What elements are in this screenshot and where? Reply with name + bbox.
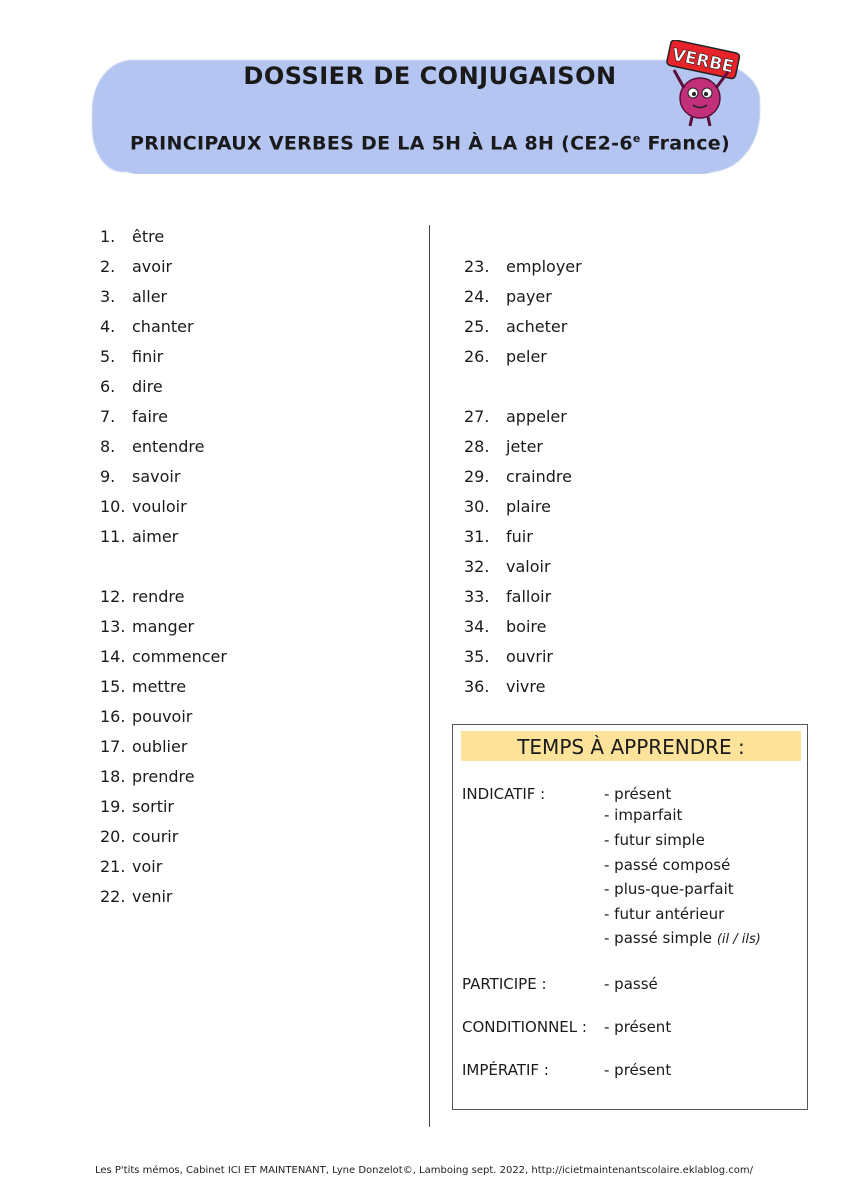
list-item: 8. entendre bbox=[100, 437, 205, 456]
list-item: 24. payer bbox=[464, 287, 552, 306]
page-footer: Les P'tits mémos, Cabinet ICI ET MAINTENANT, Lyne Donzelot©, Lamboing sept. 2022, http://icietmaintenantscolaire.eklablog.com/ bbox=[94, 1165, 754, 1176]
list-item: 14. commencer bbox=[100, 647, 227, 666]
list-item: 17. oublier bbox=[100, 737, 188, 756]
list-item: 10. vouloir bbox=[100, 497, 187, 516]
tense-item: - présent bbox=[604, 1061, 672, 1079]
tense-item: - passé composé bbox=[604, 856, 731, 874]
participe-label: PARTICIPE : bbox=[462, 975, 547, 993]
list-item: 28. jeter bbox=[464, 437, 543, 456]
list-item: 5. finir bbox=[100, 347, 164, 366]
page-subtitle: PRINCIPAUX VERBES DE LA 5H À LA 8H (CE2-6e France) bbox=[130, 132, 730, 155]
list-item: 7. faire bbox=[100, 407, 168, 426]
mascot-label: VERBE bbox=[670, 44, 736, 78]
list-item: 33. falloir bbox=[464, 587, 552, 606]
list-item: 25. acheter bbox=[464, 317, 568, 336]
list-item: 26. peler bbox=[464, 347, 547, 366]
list-item: 31. fuir bbox=[464, 527, 533, 546]
tense-item: - futur simple bbox=[604, 831, 705, 849]
list-item: 36. vivre bbox=[464, 677, 546, 696]
page-title: DOSSIER DE CONJUGAISON bbox=[243, 62, 617, 90]
list-item: 3. aller bbox=[100, 287, 168, 306]
tenses-heading: TEMPS À APPRENDRE : bbox=[461, 731, 801, 761]
list-item: 16. pouvoir bbox=[100, 707, 193, 726]
list-item: 23. employer bbox=[464, 257, 582, 276]
list-item: 18. prendre bbox=[100, 767, 195, 786]
list-item: 35. ouvrir bbox=[464, 647, 553, 666]
list-spacer bbox=[464, 372, 582, 402]
list-item: 19. sortir bbox=[100, 797, 174, 816]
tense-item: - passé bbox=[604, 975, 658, 993]
tense-item: - passé simple (il / ils) bbox=[604, 929, 761, 947]
list-item: 4. chanter bbox=[100, 317, 194, 336]
conditionnel-label: CONDITIONNEL : bbox=[462, 1018, 587, 1036]
list-item: 11. aimer bbox=[100, 527, 179, 546]
tense-item: - présent bbox=[604, 1018, 672, 1036]
verb-list-right bbox=[464, 252, 582, 702]
list-item: 12. rendre bbox=[100, 587, 185, 606]
list-item: 15. mettre bbox=[100, 677, 187, 696]
list-item: 6. dire bbox=[100, 377, 163, 396]
list-item: 27. appeler bbox=[464, 407, 567, 426]
tense-item: - futur antérieur bbox=[604, 905, 725, 923]
tense-item: - plus-que-parfait bbox=[604, 880, 734, 898]
list-item: 21. voir bbox=[100, 857, 163, 876]
list-item: 29. craindre bbox=[464, 467, 572, 486]
list-item: 30. plaire bbox=[464, 497, 551, 516]
list-item: 13. manger bbox=[100, 617, 195, 636]
indicatif-label: INDICATIF : bbox=[462, 785, 546, 803]
list-item: 1. être bbox=[100, 227, 165, 246]
list-item: 2. avoir bbox=[100, 257, 173, 276]
list-item: 20. courir bbox=[100, 827, 179, 846]
list-item: 34. boire bbox=[464, 617, 547, 636]
tense-item: - imparfait bbox=[604, 806, 683, 824]
list-spacer bbox=[100, 552, 227, 582]
list-item: 32. valoir bbox=[464, 557, 551, 576]
tense-item: - présent bbox=[604, 785, 672, 803]
list-item: 9. savoir bbox=[100, 467, 181, 486]
tenses-box bbox=[452, 724, 808, 1110]
list-item: 22. venir bbox=[100, 887, 173, 906]
column-divider bbox=[429, 225, 430, 1127]
verb-list-left bbox=[100, 222, 227, 912]
imperatif-label: IMPÉRATIF : bbox=[462, 1061, 549, 1079]
verbe-mascot-icon bbox=[660, 40, 744, 130]
passe-simple-note: (il / ils) bbox=[716, 932, 761, 947]
